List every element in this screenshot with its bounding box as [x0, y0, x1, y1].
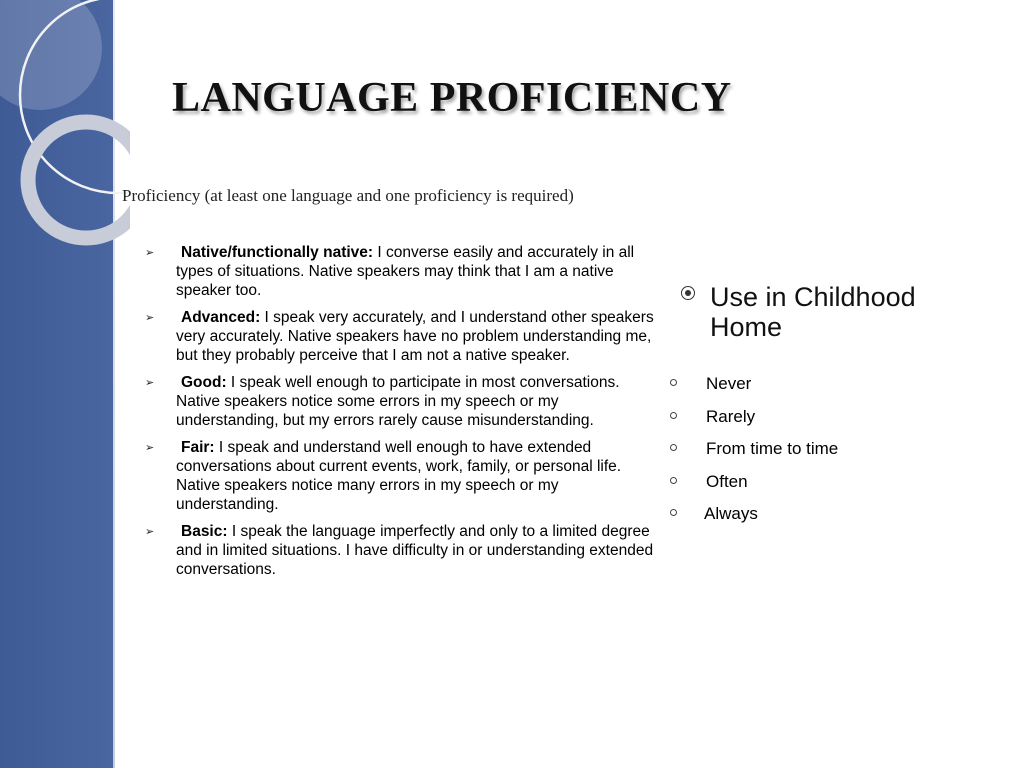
- list-item-option: [670, 504, 920, 537]
- decorative-rings: [0, 0, 130, 260]
- list-item-basic: [145, 522, 665, 579]
- level-description: I converse easily and accurately in all types of situations. Native speakers may think that I am a native speaker too.: [176, 244, 635, 299]
- arrowhead-bullet-icon: ➢: [145, 377, 155, 389]
- hollow-circle-bullet-icon: [670, 509, 677, 516]
- level-term: Advanced:: [181, 309, 261, 326]
- option-label: Often: [706, 471, 748, 491]
- arrowhead-bullet-icon: ➢: [145, 312, 155, 324]
- ring-filled: [0, 0, 102, 110]
- level-description: I speak the language imperfectly and only to a limited degree and in limited situations. I have difficulty in or understanding extended conversations.: [176, 523, 654, 578]
- arrowhead-bullet-icon: ➢: [145, 526, 155, 538]
- option-label: Never: [706, 374, 752, 393]
- page-title: LANGUAGE PROFICIENCY: [172, 75, 732, 121]
- level-term: Good:: [181, 374, 227, 391]
- hollow-circle-bullet-icon: [670, 379, 677, 386]
- arrowhead-bullet-icon: ➢: [145, 442, 155, 454]
- option-label: Rarely: [706, 406, 756, 426]
- hollow-circle-bullet-icon: [670, 444, 677, 451]
- ring-thick: [28, 122, 130, 238]
- hollow-circle-bullet-icon: [670, 412, 677, 419]
- list-item-option: [670, 407, 920, 440]
- list-item-fair: [145, 438, 665, 514]
- list-item-option: [670, 439, 920, 472]
- level-description: I speak well enough to participate in most conversations. Native speakers notice some errors in my speech or my understanding, but my errors rarely cause misunderstanding.: [176, 374, 620, 429]
- list-item-option: [670, 374, 920, 407]
- childhood-use-heading-text: Use in Childhood Home: [710, 282, 916, 342]
- level-term: Basic:: [181, 523, 228, 540]
- list-item-advanced: [145, 308, 665, 365]
- list-item-good: [145, 373, 665, 430]
- hollow-circle-bullet-icon: [670, 477, 677, 484]
- level-description: I speak and understand well enough to have extended conversations about current events, work, family, or personal life. Native speakers notice many errors in my speech or my understanding.: [176, 439, 622, 513]
- subtitle: Proficiency (at least one language and one proficiency is required): [122, 186, 574, 205]
- level-description: I speak very accurately, and I understand other speakers very accurately. Native speakers have no problem understanding me, but they probably perceive that I am not a native speaker.: [176, 309, 654, 364]
- option-label: Always: [704, 504, 758, 523]
- proficiency-level-list: [145, 243, 665, 587]
- frequency-option-list: [670, 374, 920, 537]
- option-label: From time to time: [706, 439, 839, 458]
- arrowhead-bullet-icon: ➢: [145, 247, 155, 259]
- list-item-option: [670, 472, 920, 505]
- radio-bullet-icon: [681, 286, 695, 300]
- level-term: Fair:: [181, 439, 215, 456]
- list-item-native: [145, 243, 665, 300]
- level-term: Native/functionally native:: [181, 244, 374, 261]
- childhood-use-heading: [681, 282, 941, 342]
